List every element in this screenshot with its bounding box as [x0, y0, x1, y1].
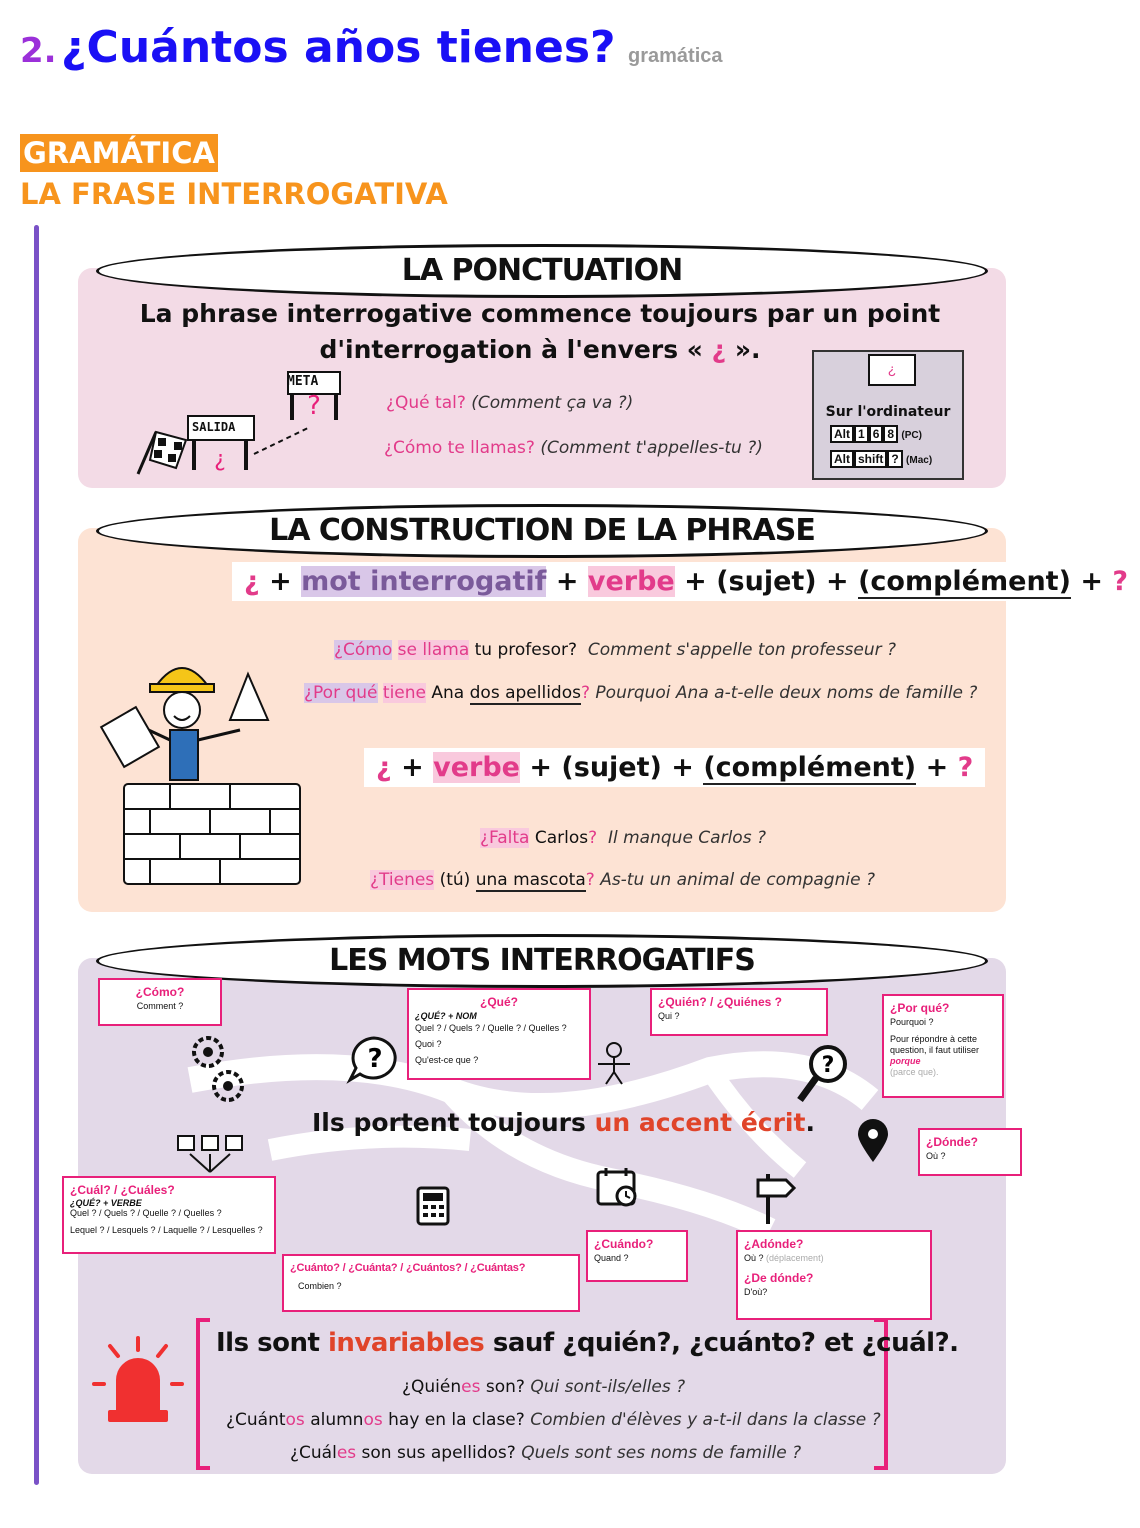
ponctuation-title: LA PONCTUATION	[96, 244, 988, 298]
word-box-que: ¿Qué? ¿QUÉ? + NOM Quel ? / Quels ? / Quelle ? / Quelles ? Quoi ? Qu'est-ce que ?	[407, 988, 591, 1080]
rule-line-1: La phrase interrogative commence toujours par un point	[139, 299, 941, 328]
inverted-question-mark: ¿	[711, 335, 727, 364]
word-box-porque: ¿Por qué? Pourquoi ? Pour répondre à cette question, il faut utiliser porque (parce que).	[882, 994, 1004, 1098]
laptop-icon: ¿	[868, 354, 916, 386]
gears-icon	[186, 1030, 250, 1108]
lesson-title: ¿Cuántos años tienes?	[61, 22, 616, 73]
alarm-light-icon	[90, 1334, 186, 1426]
svg-text:?: ?	[821, 1053, 835, 1078]
word-box-donde: ¿Dónde? Où ?	[918, 1128, 1022, 1176]
left-rule	[34, 225, 39, 1485]
signpost-icon	[754, 1170, 798, 1226]
construction-example-4: ¿Tienes (tú) una mascota? As-tu un animal de compagnie ?	[370, 870, 875, 890]
svg-text:?: ?	[367, 1044, 383, 1074]
mac-shortcut: Alt shift ? (Mac)	[830, 452, 932, 466]
lesson-number: 2.	[20, 31, 57, 71]
word-box-adonde: ¿Adónde? Où ? (déplacement) ¿De dónde? D'où?	[736, 1230, 932, 1320]
calculator-icon	[416, 1186, 450, 1226]
lesson-subtitle: gramática	[628, 45, 723, 67]
choice-boxes-icon	[176, 1132, 244, 1176]
construction-example-3: ¿Falta Carlos? Il manque Carlos ?	[480, 828, 766, 848]
invariable-example-3: ¿Cuáles son sus apellidos? Quels sont ses noms de famille ?	[290, 1443, 802, 1463]
meta-sign: META	[287, 374, 319, 389]
finish-line-illustration	[128, 370, 358, 480]
word-box-cuanto: ¿Cuánto? / ¿Cuánta? / ¿Cuántos? / ¿Cuántas? Combien ?	[282, 1254, 580, 1312]
formula-2: ¿ + verbe + (sujet) + (complément) + ?	[364, 748, 985, 787]
rule-line-2: d'interrogation à l'envers « ¿ ».	[319, 335, 761, 364]
invariable-example-2: ¿Cuántos alumnos hay en la clase? Combien d'élèves y a-t-il dans la classe ?	[226, 1410, 881, 1430]
person-icon	[594, 1040, 634, 1086]
word-box-quien: ¿Quién? / ¿Quiénes ? Qui ?	[650, 988, 828, 1036]
word-box-cuando: ¿Cuándo? Quand ?	[586, 1230, 688, 1282]
pc-shortcut: Alt 1 6 8 (PC)	[830, 427, 922, 441]
location-pin-icon	[856, 1118, 890, 1164]
section-heading: LA FRASE INTERROGATIVA	[20, 177, 448, 211]
word-box-cual: ¿Cuál? / ¿Cuáles? ¿QUÉ? + VERBE Quel ? / Quels ? / Quelle ? / Quelles ? Lequel ? / Lesquels ? / Laquelle ? / Lesquelles ?	[62, 1176, 276, 1254]
ponct-example-1: ¿Qué tal? (Comment ça va ?)	[386, 393, 634, 413]
section-label: GRAMÁTICA	[20, 134, 218, 172]
salida-sign: SALIDA	[192, 420, 236, 434]
computer-label: Sur l'ordinateur	[825, 404, 951, 420]
ponct-example-2: ¿Cómo te llamas? (Comment t'appelles-tu ?)	[384, 438, 763, 458]
speech-question-icon	[346, 1034, 402, 1084]
accent-rule: Ils portent toujours un accent écrit.	[312, 1108, 815, 1137]
construction-example-1: ¿Cómo se llama tu profesor? Comment s'appelle ton professeur ?	[334, 640, 897, 660]
svg-text:¿: ¿	[214, 447, 226, 472]
svg-text:?: ?	[307, 391, 321, 421]
magnifier-question-icon	[796, 1042, 852, 1104]
invariables-rule: Ils sont invariables sauf ¿quién?, ¿cuánto? et ¿cuál?.	[216, 1328, 959, 1358]
page-title	[20, 22, 723, 73]
invariable-example-1: ¿Quiénes son? Qui sont-ils/elles ?	[402, 1377, 686, 1397]
formula-1: ¿ + mot interrogatif + verbe + (sujet) + (complément) + ?	[232, 562, 1140, 601]
mots-title: LES MOTS INTERROGATIFS	[96, 934, 988, 988]
calendar-clock-icon	[596, 1166, 640, 1208]
builder-illustration	[100, 654, 304, 888]
word-box-como: ¿Cómo? Comment ?	[98, 978, 222, 1026]
construction-example-2: ¿Por qué tiene Ana dos apellidos? Pourquoi Ana a-t-elle deux noms de famille ?	[304, 683, 978, 703]
construction-title: LA CONSTRUCTION DE LA PHRASE	[96, 504, 988, 558]
